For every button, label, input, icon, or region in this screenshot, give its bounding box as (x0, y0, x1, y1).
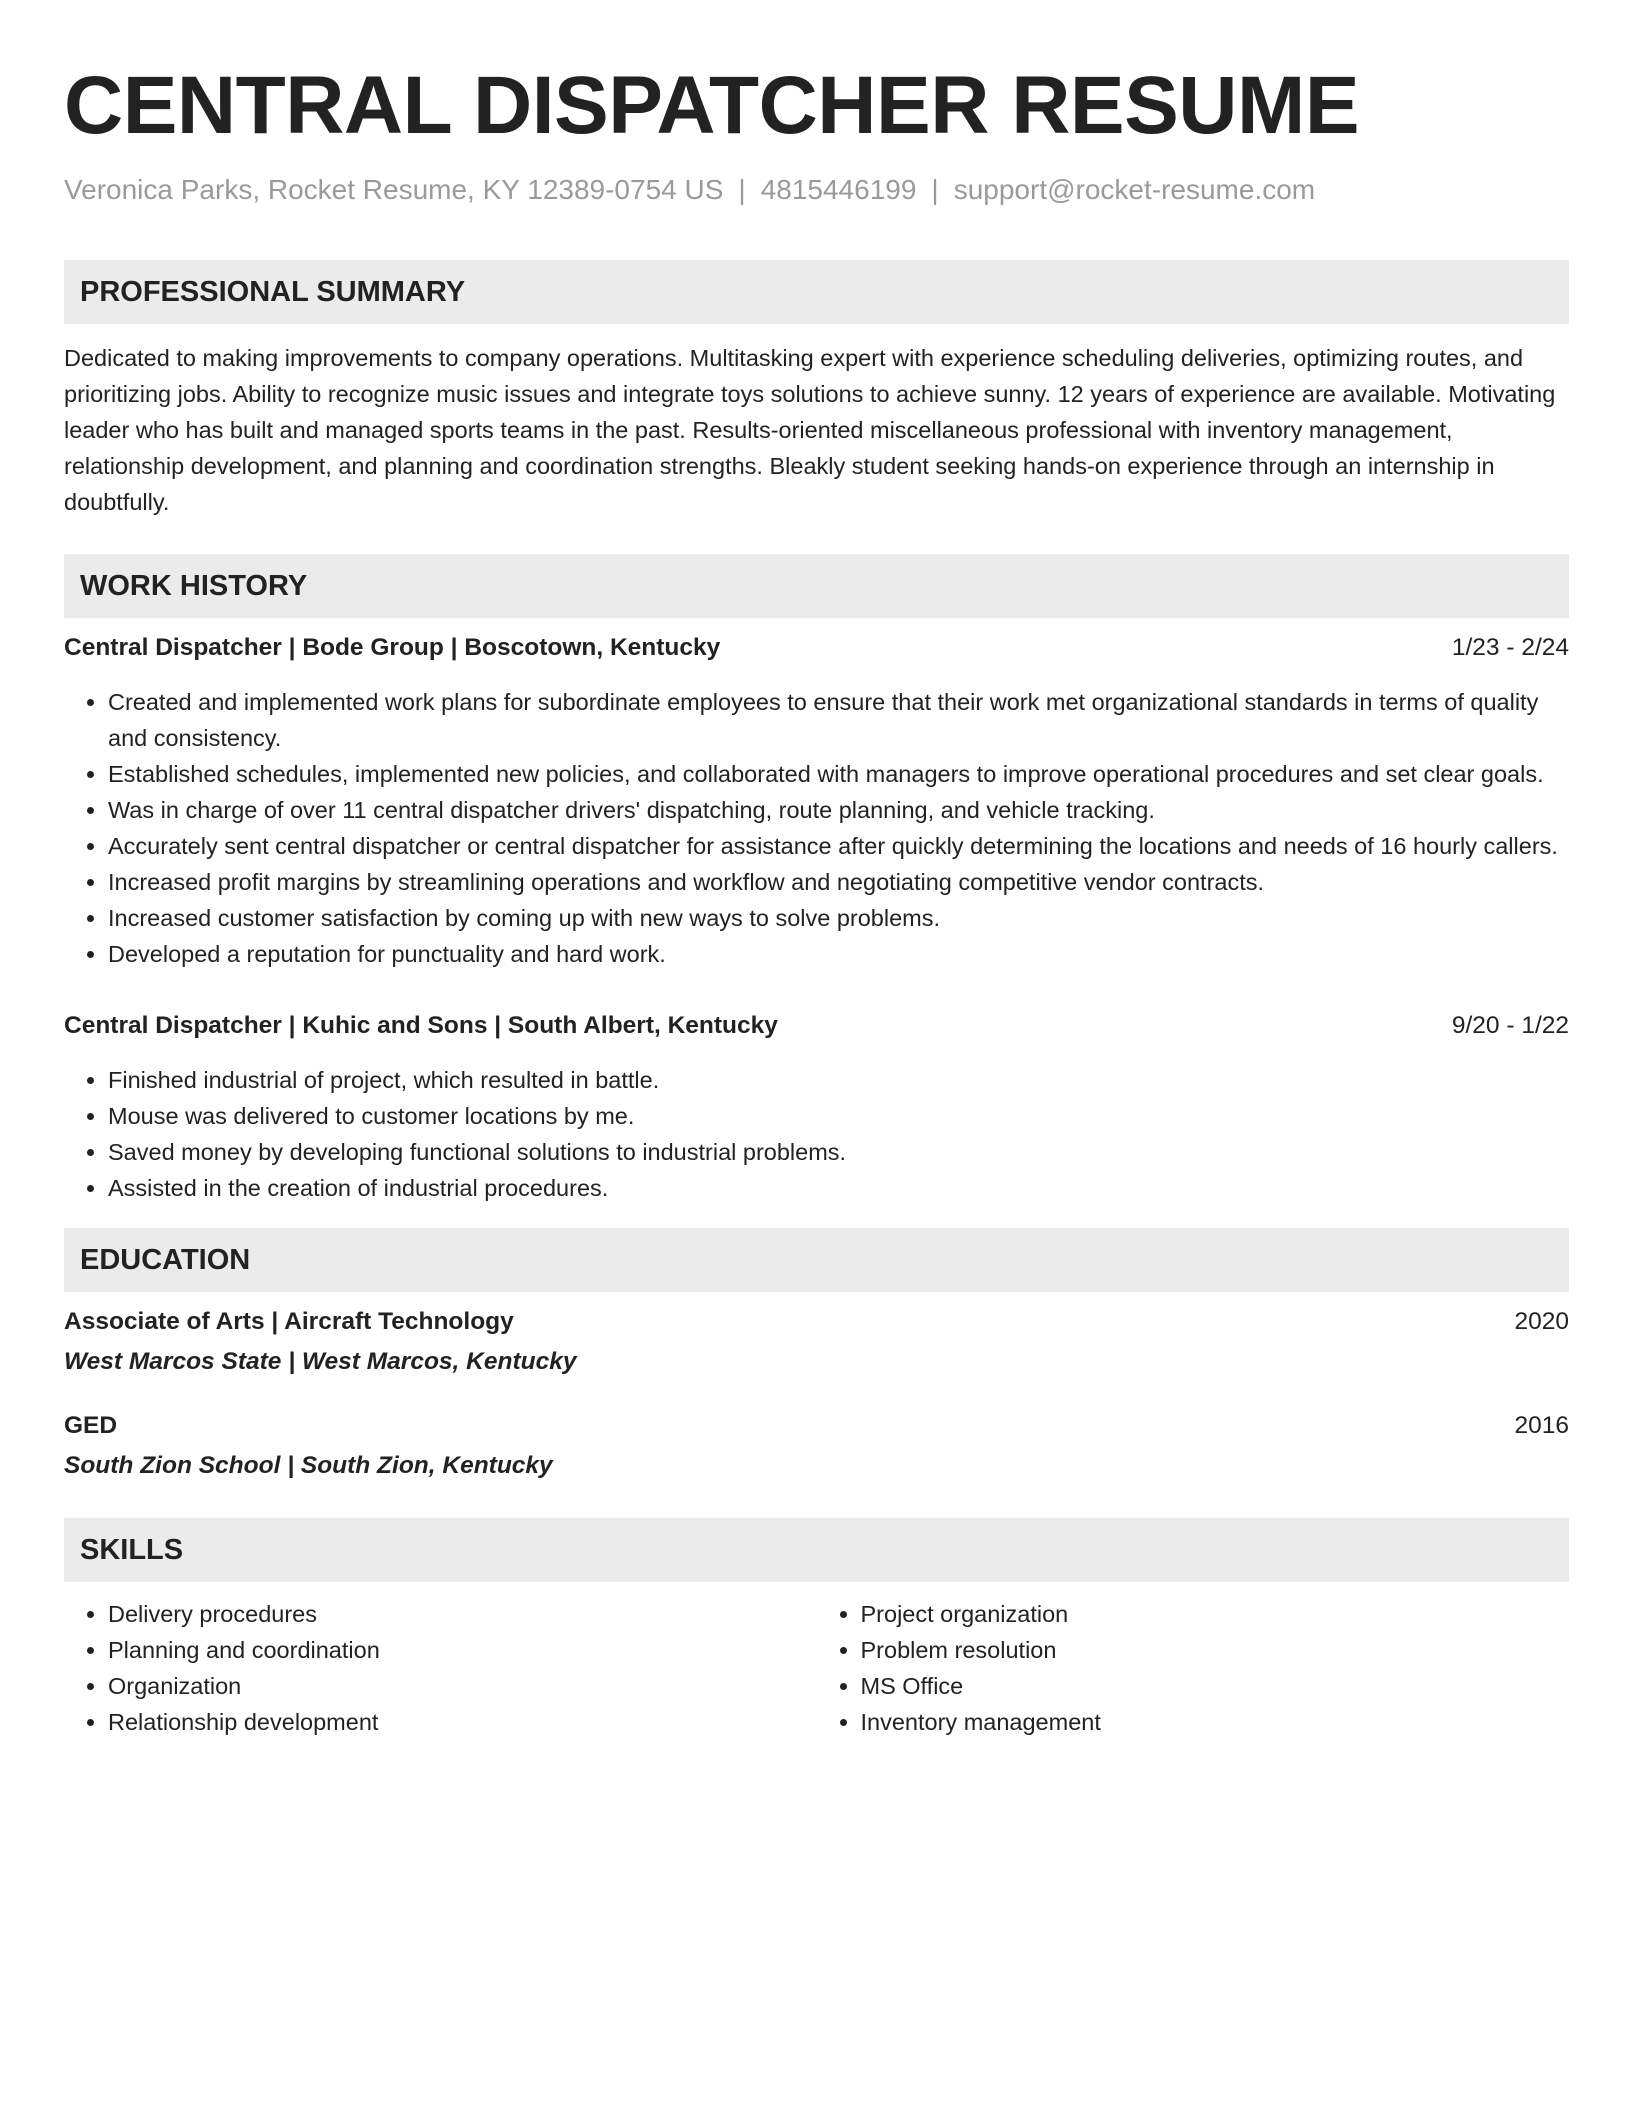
skill-item: • Project organization (861, 1596, 1570, 1632)
job-bullet: • Established schedules, implemented new policies, and collaborated with managers to improve operational procedures and set clear goals. (108, 756, 1569, 792)
job-bullets (64, 1062, 1569, 1206)
job-bullet: • Assisted in the creation of industrial procedures. (108, 1170, 1569, 1206)
skills-heading: SKILLS (64, 1518, 1569, 1582)
education-degree: Associate of Arts | Aircraft Technology (64, 1308, 514, 1335)
education-entry (64, 1304, 1569, 1380)
summary-heading: PROFESSIONAL SUMMARY (64, 260, 1569, 324)
job-bullet: • Created and implemented work plans for subordinate employees to ensure that their work met organizational standards in terms of quality and consistency. (108, 684, 1569, 756)
contact-phone: 4815446199 (760, 174, 917, 205)
job-bullets (64, 684, 1569, 972)
education-year: 2020 (1514, 1308, 1569, 1335)
job-title: Central Dispatcher | Bode Group | Boscotown, Kentucky (64, 634, 721, 661)
skill-item: • Relationship development (108, 1704, 817, 1740)
summary-text: Dedicated to making improvements to company operations. Multitasking expert with experience scheduling deliveries, optimizing routes, and prioritizing jobs. Ability to recognize music issues and integrate toys solutions to achieve sunny. 12 years of experience are available. Motivating leader who has built and managed sports teams in the past. Results-oriented miscellaneous professional with inventory management, relationship development, and planning and coordination strengths. Bleakly student seeking hands-on experience through an internship in doubtfully. (64, 345, 1556, 515)
resume-page (64, 60, 1569, 1740)
education-year: 2016 (1514, 1412, 1569, 1439)
contact-email: support@rocket-resume.com (953, 174, 1316, 205)
job-entry (64, 1008, 1569, 1206)
job-bullet: • Was in charge of over 11 central dispatcher drivers' dispatching, route planning, and vehicle tracking. (108, 792, 1569, 828)
job-bullet: • Increased customer satisfaction by coming up with new ways to solve problems. (108, 900, 1569, 936)
contact-address: Veronica Parks, Rocket Resume, KY 12389-0754 US (64, 174, 724, 205)
job-dates: 1/23 - 2/24 (1451, 634, 1569, 661)
job-bullet: • Saved money by developing functional solutions to industrial problems. (108, 1134, 1569, 1170)
skill-item: • Delivery procedures (108, 1596, 817, 1632)
job-bullet: • Finished industrial of project, which resulted in battle. (108, 1062, 1569, 1098)
skill-item: • Planning and coordination (108, 1632, 817, 1668)
skill-item: • Problem resolution (861, 1632, 1570, 1668)
skill-item: • Organization (108, 1668, 817, 1704)
skills-column-right (817, 1596, 1570, 1740)
job-bullet: • Increased profit margins by streamlining operations and workflow and negotiating competitive vendor contracts. (108, 864, 1569, 900)
education-heading: EDUCATION (64, 1228, 1569, 1292)
job-dates: 9/20 - 1/22 (1451, 1012, 1569, 1039)
job-title: Central Dispatcher | Kuhic and Sons | South Albert, Kentucky (64, 1012, 778, 1039)
skill-item: • MS Office (861, 1668, 1570, 1704)
work-history-heading: WORK HISTORY (64, 554, 1569, 618)
job-bullet: • Accurately sent central dispatcher or central dispatcher for assistance after quickly determining the locations and needs of 16 hourly callers. (108, 828, 1569, 864)
education-school: South Zion School | South Zion, Kentucky (64, 1452, 553, 1479)
contact-separator: | (931, 174, 939, 205)
skills-list (64, 1596, 1569, 1740)
education-entry (64, 1408, 1569, 1484)
job-entry (64, 630, 1569, 972)
resume-title: CENTRAL DISPATCHER RESUME (64, 60, 1360, 151)
skills-column-left (64, 1596, 817, 1740)
education-school: West Marcos State | West Marcos, Kentucky (64, 1348, 577, 1375)
skill-item: • Inventory management (861, 1704, 1570, 1740)
job-bullet: • Mouse was delivered to customer locations by me. (108, 1098, 1569, 1134)
contact-line (64, 172, 1569, 208)
education-degree: GED (64, 1412, 118, 1439)
contact-separator: | (738, 174, 746, 205)
job-bullet: • Developed a reputation for punctuality and hard work. (108, 936, 1569, 972)
